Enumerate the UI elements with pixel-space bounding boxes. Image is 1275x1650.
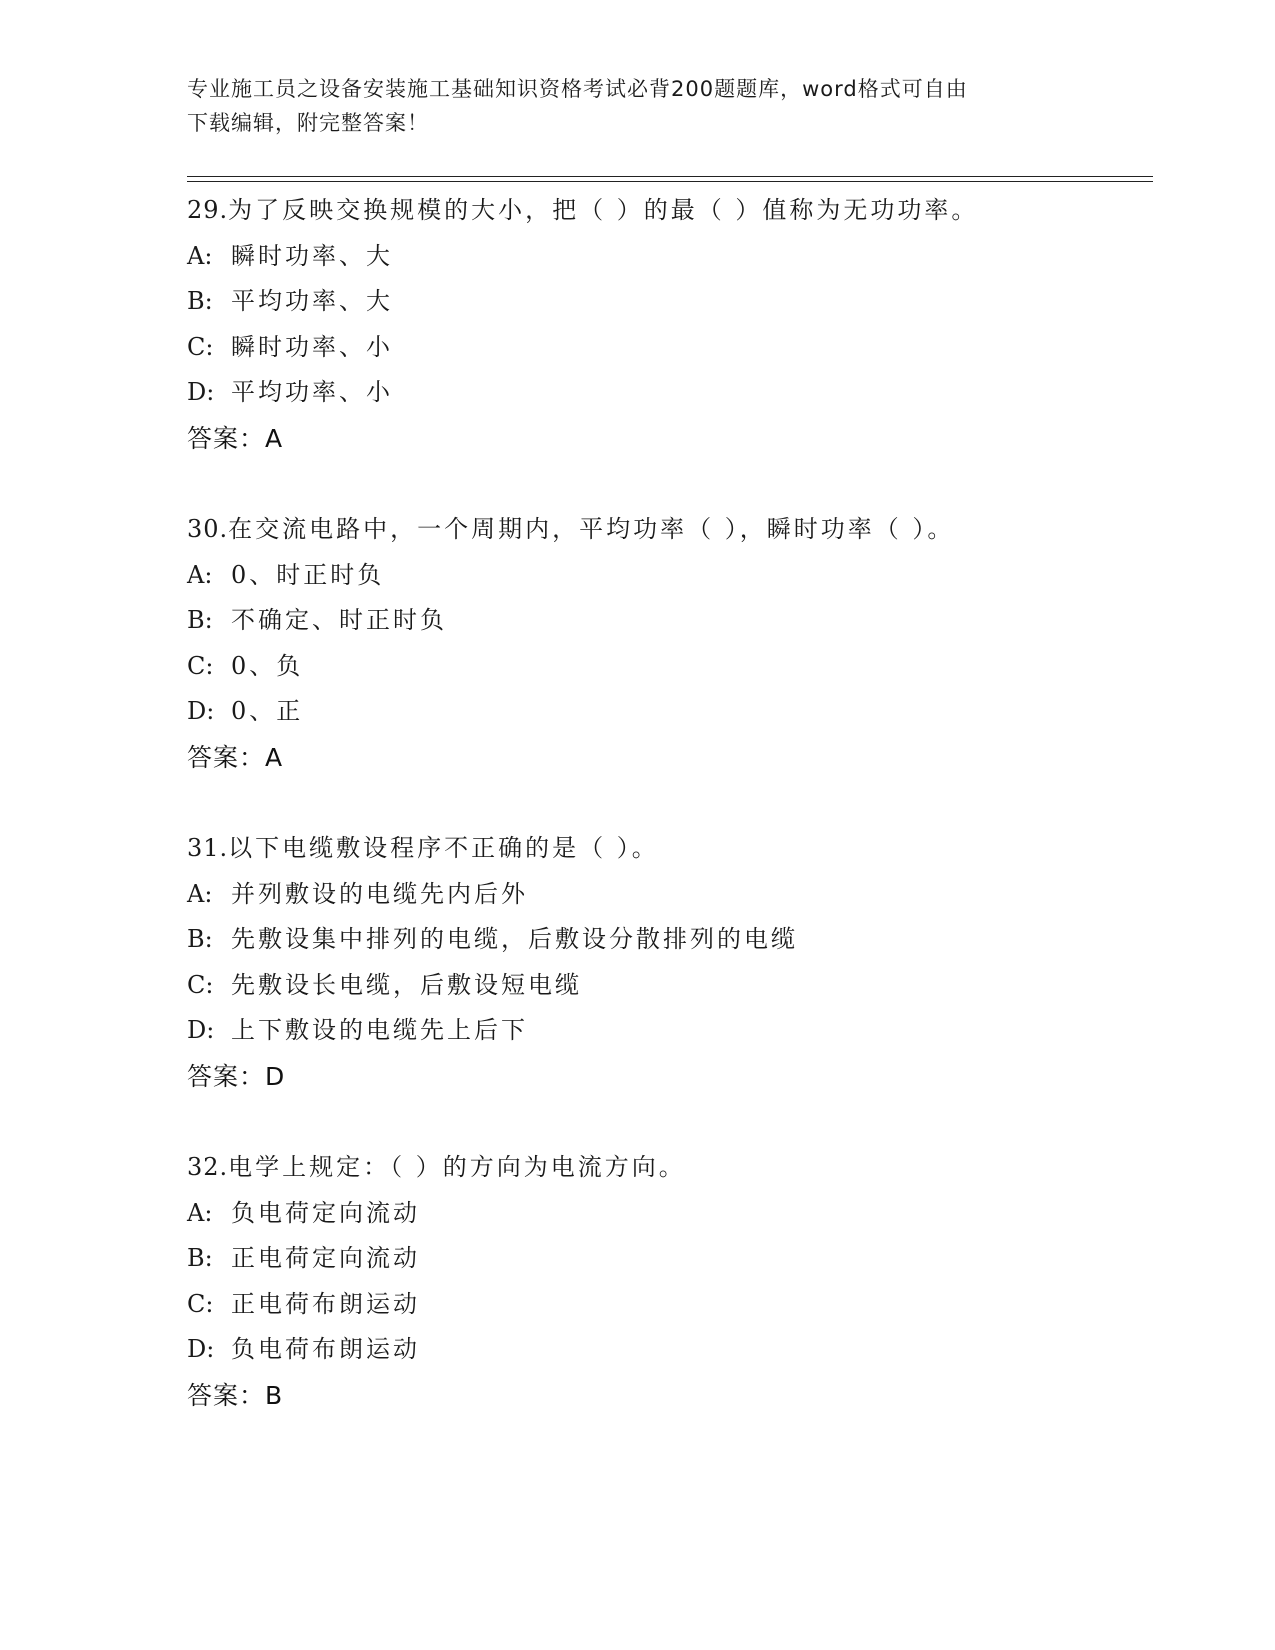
option-text: 0、负 xyxy=(231,651,304,680)
option-a xyxy=(187,872,1153,918)
option-letter: A: xyxy=(187,879,213,908)
answer-line: 答案：B xyxy=(187,1380,284,1410)
option-b xyxy=(187,279,1153,325)
option-letter: D: xyxy=(187,378,215,406)
question-text: 在交流电路中，一个周期内，平均功率（ ），瞬时功率（ ）。 xyxy=(228,515,955,543)
question-text: 为了反映交换规模的大小，把（ ）的最（ ）值称为无功功率。 xyxy=(228,196,979,224)
option-letter: B: xyxy=(187,606,213,634)
option-letter: A: xyxy=(187,1198,213,1227)
option-letter: B: xyxy=(187,925,213,953)
option-letter: D: xyxy=(187,1016,215,1044)
option-letter: C: xyxy=(187,332,214,361)
question-title xyxy=(187,826,1153,872)
option-letter: D: xyxy=(187,697,215,725)
option-letter: C: xyxy=(187,970,214,999)
option-letter: A: xyxy=(187,560,213,589)
document-header xyxy=(187,72,1087,140)
question-text: 以下电缆敷设程序不正确的是（ ）。 xyxy=(228,834,659,862)
option-text: 并列敷设的电缆先内后外 xyxy=(231,879,528,908)
question-number: 32. xyxy=(187,1153,229,1181)
option-text: 负电荷布朗运动 xyxy=(231,1335,420,1363)
option-a xyxy=(187,1191,1153,1237)
option-d xyxy=(187,1008,1153,1054)
option-text: 0、时正时负 xyxy=(231,560,385,589)
option-text: 瞬时功率、小 xyxy=(231,332,393,361)
option-c xyxy=(187,325,1153,371)
header-divider-top xyxy=(187,176,1153,177)
question-29 xyxy=(187,188,1153,507)
answer-line: 答案：A xyxy=(187,423,284,453)
question-32 xyxy=(187,1145,1153,1464)
option-d xyxy=(187,689,1153,735)
header-line-1: 专业施工员之设备安装施工基础知识资格考试必背200题题库，word格式可自由 xyxy=(187,77,968,101)
question-number: 29. xyxy=(187,196,229,224)
option-text: 正电荷定向流动 xyxy=(231,1244,420,1272)
option-text: 不确定、时正时负 xyxy=(231,606,447,634)
answer-line: 答案：A xyxy=(187,742,284,772)
option-letter: B: xyxy=(187,287,213,315)
header-line-2: 下载编辑，附完整答案！ xyxy=(187,111,429,135)
option-text: 先敷设集中排列的电缆，后敷设分散排列的电缆 xyxy=(231,925,798,953)
option-b xyxy=(187,1236,1153,1282)
question-text: 电学上规定：（ ）的方向为电流方向。 xyxy=(228,1153,686,1181)
option-letter: A: xyxy=(187,241,213,270)
question-number: 31. xyxy=(187,834,229,862)
question-title xyxy=(187,1145,1153,1191)
option-text: 0、正 xyxy=(231,697,304,725)
option-letter: D: xyxy=(187,1335,215,1363)
question-title xyxy=(187,188,1153,234)
option-text: 负电荷定向流动 xyxy=(231,1198,420,1227)
option-c xyxy=(187,644,1153,690)
question-title xyxy=(187,507,1153,553)
header-divider-bottom xyxy=(187,181,1153,182)
option-text: 平均功率、大 xyxy=(231,287,393,315)
option-a xyxy=(187,553,1153,599)
option-text: 正电荷布朗运动 xyxy=(231,1289,420,1318)
question-30 xyxy=(187,507,1153,826)
question-number: 30. xyxy=(187,515,229,543)
option-b xyxy=(187,598,1153,644)
option-text: 瞬时功率、大 xyxy=(231,241,393,270)
option-letter: B: xyxy=(187,1244,213,1272)
question-31 xyxy=(187,826,1153,1145)
option-c xyxy=(187,1282,1153,1328)
option-b xyxy=(187,917,1153,963)
option-d xyxy=(187,1327,1153,1373)
question-list xyxy=(187,188,1153,1464)
option-c xyxy=(187,963,1153,1009)
option-d xyxy=(187,370,1153,416)
option-text: 上下敷设的电缆先上后下 xyxy=(231,1016,528,1044)
option-text: 先敷设长电缆，后敷设短电缆 xyxy=(231,970,582,999)
option-letter: C: xyxy=(187,1289,214,1318)
option-text: 平均功率、小 xyxy=(231,378,393,406)
option-a xyxy=(187,234,1153,280)
answer-line: 答案：D xyxy=(187,1061,286,1091)
option-letter: C: xyxy=(187,651,214,680)
